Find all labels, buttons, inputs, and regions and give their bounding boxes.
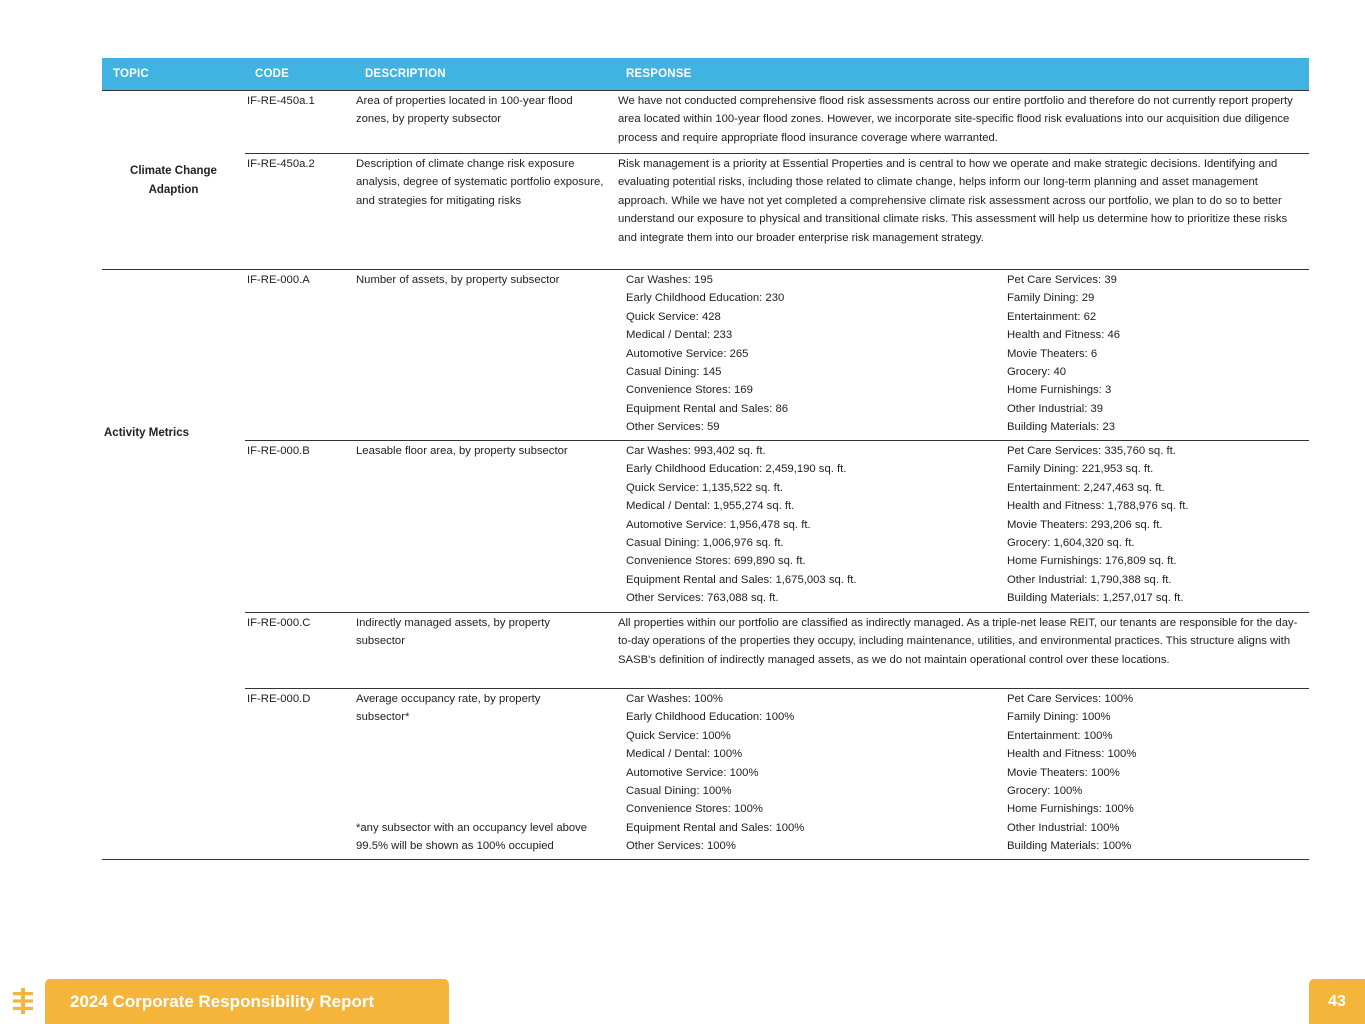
response-list-item: Medical / Dental: 1,955,274 sq. ft. [626, 500, 795, 513]
response-list-item: Health and Fitness: 1,788,976 sq. ft. [1007, 500, 1189, 513]
topic-climate [102, 162, 245, 200]
response-list-item: Other Services: 763,088 sq. ft. [626, 592, 779, 605]
response-list-item: Early Childhood Education: 230 [626, 292, 785, 305]
response-list-item: Home Furnishings: 100% [1007, 803, 1134, 816]
response-list-item: Family Dining: 29 [1007, 292, 1095, 305]
header-response: RESPONSE [626, 68, 692, 80]
response-list-item: Casual Dining: 100% [626, 785, 732, 798]
response-list-item: Early Childhood Education: 100% [626, 711, 795, 724]
r6-desc: Average occupancy rate, by property subsector* [356, 693, 541, 724]
table-bottom-rule [102, 859, 1309, 860]
response-list-item: Pet Care Services: 39 [1007, 274, 1117, 286]
r2-code: IF-RE-450a.2 [247, 158, 315, 170]
topic-climate-line2: Adaption [148, 184, 199, 196]
response-list-item: Entertainment: 2,247,463 sq. ft. [1007, 481, 1165, 494]
response-list-item: Entertainment: 62 [1007, 310, 1097, 323]
response-list-item: Family Dining: 100% [1007, 711, 1111, 724]
r5-desc: Indirectly managed assets, by property subsector [356, 617, 551, 648]
response-list-item: Early Childhood Education: 2,459,190 sq. ft. [626, 463, 847, 476]
company-logo-icon [12, 988, 34, 1014]
r4-desc: Leasable floor area, by property subsector [356, 445, 568, 457]
response-list-item: Other Industrial: 100% [1007, 821, 1120, 834]
section-divider [102, 269, 1309, 270]
r6-response-left [626, 690, 804, 856]
response-list-item: Automotive Service: 100% [626, 766, 759, 779]
response-list-item: Grocery: 40 [1007, 366, 1067, 379]
response-list-item: Building Materials: 23 [1007, 421, 1116, 434]
header-topic: TOPIC [113, 68, 149, 80]
response-list-item: Quick Service: 100% [626, 729, 731, 742]
r4-code: IF-RE-000.B [247, 445, 310, 457]
response-list-item: Home Furnishings: 3 [1007, 384, 1112, 397]
report-title-tab: 2024 Corporate Responsibility Report [45, 979, 449, 1024]
response-list-item: Home Furnishings: 176,809 sq. ft. [1007, 555, 1177, 568]
response-list-item: Health and Fitness: 100% [1007, 748, 1137, 761]
response-list-item: Other Industrial: 1,790,388 sq. ft. [1007, 573, 1172, 586]
header-description: DESCRIPTION [365, 68, 446, 80]
response-list-item: Equipment Rental and Sales: 1,675,003 sq. ft. [626, 573, 857, 586]
response-list-item: Casual Dining: 1,006,976 sq. ft. [626, 537, 784, 550]
response-list-item: Other Industrial: 39 [1007, 402, 1104, 415]
response-list-item: Convenience Stores: 699,890 sq. ft. [626, 555, 806, 568]
response-list-item: Casual Dining: 145 [626, 366, 722, 379]
response-list-item: Car Washes: 993,402 sq. ft. [626, 445, 766, 457]
response-list-item: Pet Care Services: 100% [1007, 693, 1134, 705]
response-list-item: Pet Care Services: 335,760 sq. ft. [1007, 445, 1176, 457]
response-list-item: Quick Service: 1,135,522 sq. ft. [626, 481, 783, 494]
r5-response: All properties within our portfolio are classified as indirectly managed. As a triple-net lease REIT, our tenants are responsible for the day-to-day operations of the properties they occupy, including maintenance, utilities, and environmental practices. This structure aligns with SASB's definition of indirectly managed assets, as we do not maintain operational control over these locations. [618, 617, 1298, 666]
row-divider [245, 688, 1309, 689]
response-list-item: Grocery: 100% [1007, 785, 1083, 798]
r3-response-right [1007, 271, 1120, 437]
row-divider [245, 612, 1309, 613]
response-list-item: Automotive Service: 1,956,478 sq. ft. [626, 518, 811, 531]
response-list-item: Convenience Stores: 100% [626, 803, 763, 816]
response-list-item: Grocery: 1,604,320 sq. ft. [1007, 537, 1135, 550]
r3-desc: Number of assets, by property subsector [356, 274, 560, 286]
r3-response-left [626, 271, 788, 437]
response-list-item: Medical / Dental: 100% [626, 748, 743, 761]
header-code: CODE [255, 68, 290, 80]
response-list-item: Equipment Rental and Sales: 100% [626, 821, 805, 834]
response-list-item: Movie Theaters: 100% [1007, 766, 1120, 779]
response-list-item: Building Materials: 100% [1007, 840, 1132, 853]
response-list-item: Health and Fitness: 46 [1007, 329, 1121, 342]
response-list-item: Car Washes: 100% [626, 693, 723, 705]
r4-response-left [626, 442, 856, 608]
response-list-item: Entertainment: 100% [1007, 729, 1113, 742]
response-list-item: Convenience Stores: 169 [626, 384, 753, 397]
r1-code: IF-RE-450a.1 [247, 95, 315, 107]
r6-note: *any subsector with an occupancy level above 99.5% will be shown as 100% occupied [356, 822, 588, 853]
row-divider [245, 153, 1309, 154]
topic-climate-line1: Climate Change [130, 165, 217, 177]
response-list-item: Equipment Rental and Sales: 86 [626, 402, 789, 415]
response-list-item: Automotive Service: 265 [626, 347, 749, 360]
r6-response-right [1007, 690, 1136, 856]
topic-activity: Activity Metrics [104, 427, 190, 439]
table-header [102, 58, 1309, 91]
row-divider [245, 440, 1309, 441]
r1-desc: Area of properties located in 100-year flood zones, by property subsector [356, 95, 573, 126]
response-list-item: Medical / Dental: 233 [626, 329, 733, 342]
response-list-item: Building Materials: 1,257,017 sq. ft. [1007, 592, 1184, 605]
r2-response: Risk management is a priority at Essential Properties and is central to how we operate and make strategic decisions. Identifying and evaluating potential risks, including those related to climate change, helps inform our long-term planning and asset management approach. While we have not yet completed a comprehensive climate risk assessment across our portfolio, we plan to do so to better understand our exposure to physical and transitional climate risks. This assessment will help us determine how to prioritize these risks and integrate them into our broader enterprise risk management strategy. [618, 158, 1288, 244]
response-list-item: Family Dining: 221,953 sq. ft. [1007, 463, 1154, 476]
response-list-item: Movie Theaters: 293,206 sq. ft. [1007, 518, 1163, 531]
page-number: 43 [1309, 979, 1365, 1024]
r5-code: IF-RE-000.C [247, 617, 311, 629]
response-list-item: Car Washes: 195 [626, 274, 713, 286]
r1-response: We have not conducted comprehensive flood risk assessments across our entire portfolio and therefore do not currently report property area located within 100-year flood zones. However, we incorporate site-specific flood risk evaluations into our acquisition due diligence process and require appropriate flood insurance coverage where warranted. [618, 95, 1293, 144]
r6-code: IF-RE-000.D [247, 693, 311, 705]
response-list-item: Other Services: 100% [626, 840, 736, 853]
response-list-item: Quick Service: 428 [626, 310, 721, 323]
r3-code: IF-RE-000.A [247, 274, 310, 286]
sasb-table [102, 58, 1309, 853]
r4-response-right [1007, 442, 1189, 608]
r2-desc: Description of climate change risk exposure analysis, degree of systematic portfolio exposure, and strategies for mitigating risks [356, 158, 604, 207]
response-list-item: Other Services: 59 [626, 421, 720, 434]
response-list-item: Movie Theaters: 6 [1007, 347, 1098, 360]
